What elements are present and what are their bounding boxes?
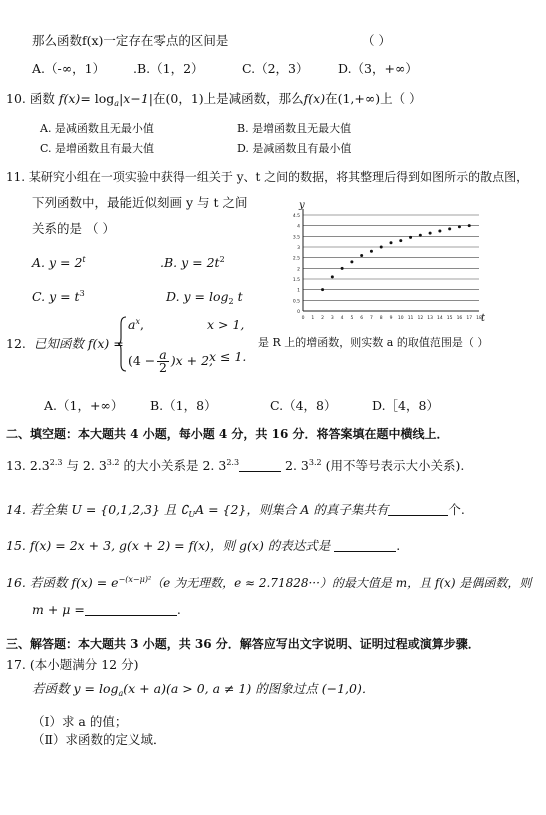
x-tick-label: 1 (311, 316, 315, 321)
y-tick-label: 3.5 (292, 235, 300, 241)
stem-text: 函数 (29, 91, 55, 106)
x-tick-label: 16 (456, 316, 463, 321)
option-d: D.［4，8） (372, 398, 439, 413)
piecewise-case-1: $a^x$, (128, 317, 144, 332)
answer-blank[interactable] (334, 539, 396, 552)
y-tick-label: 2 (297, 267, 300, 273)
question-17-part-1: （Ⅰ）求 a 的值； (32, 714, 128, 729)
scatter-chart (283, 199, 489, 329)
option-c: C.（2，3） (242, 61, 309, 76)
x-tick-label: 9 (389, 316, 393, 321)
question-11-stem: 关系的是 （ ） (32, 221, 115, 236)
y-tick-label: 2.5 (292, 256, 300, 262)
x-tick-label: 4 (340, 316, 344, 321)
option-d: D. $y = \log_2 t$ (166, 289, 243, 306)
question-15: 15. f(x) = 2x + 3, g(x + 2) = f(x)，则 g(x) 的表达式是 . (6, 538, 401, 553)
piecewise-cond-1: x > 1, (207, 317, 245, 332)
x-tick-label: 18 (476, 316, 482, 321)
x-tick-label: 8 (379, 316, 383, 321)
x-tick-label: 2 (321, 316, 324, 321)
x-tick-label: 15 (446, 316, 453, 321)
data-point (380, 246, 383, 249)
x-tick-label: 5 (350, 316, 354, 321)
question-11-stem: 11. 某研究小组在一项实验中获得一组关于 y、t 之间的数据，将其整理后得到如图所示的散点图， (6, 170, 529, 184)
stem-text: 是 R 上的增函数，则实数 a 的取值范围是（ ） (258, 336, 489, 349)
answer-paren: （ ） (362, 33, 391, 48)
data-point (350, 260, 353, 263)
option-a: A. $y = 2^t$ (32, 255, 86, 270)
x-tick-label: 14 (437, 316, 443, 321)
math-log: = log (80, 91, 115, 106)
option-c: C.（4，8） (270, 398, 337, 413)
stem-text: 在(1,+∞)上（ ） (325, 91, 422, 106)
x-tick-label: 13 (427, 316, 433, 321)
data-point (458, 225, 461, 228)
math-fx: f(x) (58, 91, 81, 106)
data-point (409, 236, 412, 239)
x-tick-label: 7 (370, 316, 373, 321)
data-point (399, 239, 402, 242)
data-point (419, 234, 422, 237)
section-heading: 三、解答题：本大题共 3 小题，共 36 分．解答应写出文字说明、证明过程或演算步骤． (6, 637, 480, 651)
y-tick-label: 4.5 (292, 214, 300, 219)
option-a: A. 是减函数且无最小值 (40, 122, 154, 135)
answer-blank[interactable] (85, 603, 177, 616)
data-point (468, 224, 471, 227)
question-stem-line: 那么函数f(x)一定存在零点的区间是 (32, 33, 229, 48)
option-d: D. 是减函数且有最小值 (237, 142, 352, 155)
option-c: C. 是增函数且有最大值 (40, 142, 155, 155)
question-11-stem: 下列函数中，最能近似刻画 y 与 t 之间 (32, 195, 248, 210)
data-point (438, 230, 441, 233)
question-17-title: 17. (本小题满分 12 分) (6, 657, 139, 672)
data-point (331, 275, 334, 278)
y-tick-label: 4 (297, 224, 300, 230)
log-base: a (114, 99, 120, 108)
option-d: D.（3，+∞） (338, 61, 418, 76)
answer-blank[interactable] (388, 503, 448, 516)
option-a: A.（-∞，1） (32, 61, 106, 76)
piecewise-case-2: (4 − $\frac{a}{2}$ )x + 2, (128, 347, 214, 375)
piecewise-cond-2: x ≤ 1. (209, 349, 247, 364)
question-17-stem: 若函数 $y = \log_a(x + a)(a > 0$, a ≠ 1) 的图象过点 (−1,0)． (32, 681, 375, 698)
question-16-answer: m + μ = . (32, 602, 181, 617)
question-number: 10. (6, 91, 26, 106)
x-tick-label: 0 (301, 316, 305, 321)
question-12 (6, 336, 124, 352)
stem-text: 已知函数 f(x) = (33, 336, 124, 351)
x-tick-label: 17 (466, 316, 473, 321)
option-a: A.（1，+∞） (44, 398, 124, 413)
x-tick-label: 6 (360, 316, 364, 321)
y-tick-label: 1.5 (292, 278, 300, 283)
question-10 (6, 91, 422, 107)
option-c: C. $y = t^3$ (32, 289, 85, 304)
x-tick-label: 11 (407, 316, 414, 321)
question-14: 14. 若全集 U = {0,1,2,3} 且 $∁_UA = \{2\}$，则集合 A 的真子集共有 个. (6, 502, 465, 519)
left-brace-icon (118, 316, 128, 372)
data-point (390, 241, 393, 244)
section-heading: 二、填空题：本大题共 4 小题，每小题 4 分，共 16 分．将答案填在题中横线上． (6, 427, 449, 441)
data-point (448, 227, 451, 230)
answer-blank[interactable] (239, 459, 281, 472)
stem-text: 在(0，1)上是减函数，那么 (152, 91, 304, 106)
x-axis-label: t (481, 313, 486, 324)
math-abs: |x−1| (119, 91, 153, 106)
option-b: .B. $y = 2t^2$ (160, 255, 225, 270)
question-number: 12. (6, 336, 26, 351)
x-tick-label: 10 (397, 316, 404, 321)
y-tick-label: 3 (297, 246, 300, 251)
question-16: 16. 若函数 $f(x) = e^{-(x-\mu)^2}(e$ 为无理数，e ≈ 2.71828···）的最大值是 m，且 f(x) 是偶函数，则 (6, 575, 532, 590)
option-b: B. 是增函数且无最大值 (237, 122, 352, 135)
x-tick-label: 3 (330, 316, 334, 321)
question-17-part-2: （Ⅱ）求函数的定义域． (32, 732, 166, 747)
y-tick-label: 0.5 (292, 299, 300, 305)
data-point (360, 254, 363, 257)
option-b: .B.（1，2） (133, 61, 204, 76)
math-fx: f(x) (303, 91, 326, 106)
y-tick-label: 0 (297, 310, 300, 315)
option-b: B.（1，8） (150, 398, 217, 413)
y-tick-label: 1 (297, 288, 300, 294)
data-point (341, 267, 344, 270)
data-point (370, 250, 373, 253)
x-tick-label: 12 (417, 316, 424, 321)
question-13: 13. $2.3^{2.3}$ 与 2. $3^{3.2}$ 的大小关系是 2. $3^{2.3}$ 2. $3^{3.2}$ (用不等号表示大小关系). (6, 458, 465, 473)
y-axis-label: y (299, 200, 305, 211)
data-point (321, 288, 324, 291)
data-point (429, 232, 432, 235)
